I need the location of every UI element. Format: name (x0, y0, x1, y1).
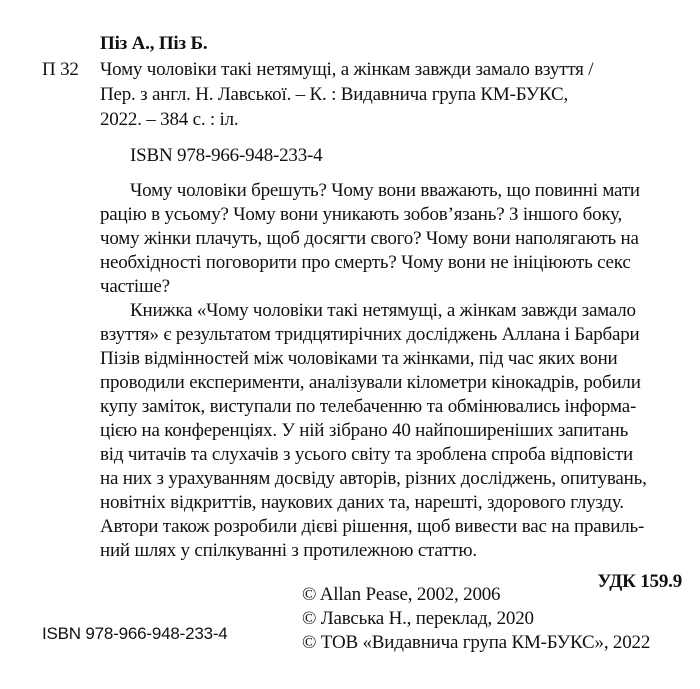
annotation-line: новітніх відкриттів, наукових даних та, нарешті, здорового глузду. (100, 492, 624, 513)
annotation-line: Автори також розробили дієві рішення, щоб вивести вас на правиль- (100, 516, 645, 537)
annotation-line: Книжка «Чому чоловіки такі нетямущі, а жінкам завжди замало (130, 300, 636, 321)
annotation-line: необхідності поговорити про смерть? Чому вони не ініціюють секс (100, 252, 631, 273)
annotation-line: Пізів відмінностей між чоловіками та жінками, під час яких вони (100, 348, 618, 369)
annotation-line: чому жінки плачуть, щоб досягти свого? Чому вони наполягають на (100, 228, 639, 249)
annotation-line: рацію в усьому? Чому вони уникають зобов’язань? З іншого боку, (100, 204, 623, 225)
annotation-line: ний шлях у спілкуванні з протилежною статтю. (100, 540, 477, 561)
annotation-line: купу заміток, виступали по телебаченню та обмінювались інформа- (100, 396, 637, 417)
copyright-line: © Лавська Н., переклад, 2020 (302, 608, 534, 629)
annotation-line: цією на конференціях. У ній зібрано 40 найпоширеніших запитань (100, 420, 629, 441)
annotation-line: проводили експерименти, аналізували кілометри кінокадрів, робили (100, 372, 641, 393)
bibliographic-line: Пер. з англ. Н. Лавської. – К. : Видавнича група КМ-БУКС, (100, 84, 569, 105)
annotation-line: від читачів та слухачів з усього світу та зроблена спроба відповісти (100, 444, 633, 465)
annotation-line: на них з урахуванням досвіду авторів, різних досліджень, опитувань, (100, 468, 647, 489)
copyright-line: © ТОВ «Видавнича група КМ-БУКС», 2022 (302, 632, 651, 653)
udc-code: УДК 159.9 (597, 571, 682, 592)
copyright-line: © Allan Pease, 2002, 2006 (302, 584, 501, 605)
isbn-main: ISBN 978-966-948-233-4 (130, 145, 323, 166)
authors-heading: Піз А., Піз Б. (100, 33, 208, 54)
index-code: П 32 (42, 59, 79, 80)
isbn-footer: ISBN 978-966-948-233-4 (42, 624, 228, 643)
annotation-line: частіше? (100, 276, 170, 297)
annotation-line: взуття» є результатом тридцятирічних досліджень Аллана і Барбари (100, 324, 640, 345)
annotation-line: Чому чоловіки брешуть? Чому вони вважають, що повинні мати (130, 180, 640, 201)
bibliographic-line: Чому чоловіки такі нетямущі, а жінкам завжди замало взуття / (100, 59, 594, 80)
bibliographic-line: 2022. – 384 с. : іл. (100, 109, 239, 130)
